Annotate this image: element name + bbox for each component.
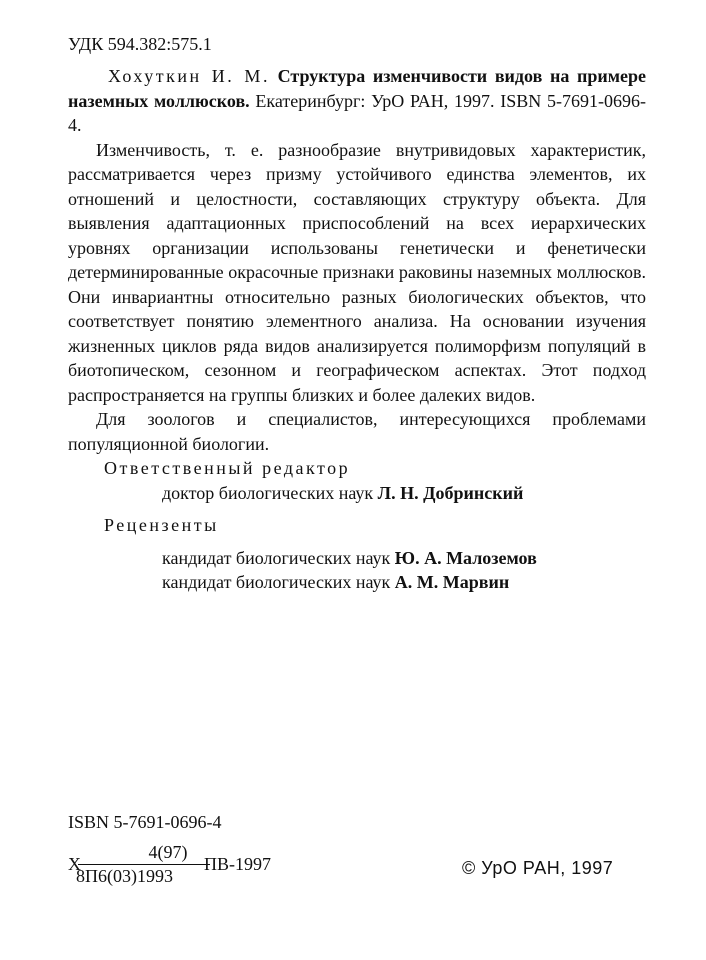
audience-paragraph: Для зоологов и специалистов, интересующихся проблемами популяционной биологии. [68,409,646,454]
classification-prefix: Х [68,854,81,874]
classification-denominator: 8П6(03)1993 [76,866,173,886]
reviewer-name: Ю. А. Малоземов [394,547,537,568]
reviewer-name: А. М. Марвин [394,572,510,592]
book-title: Структура изменчивости видов на примере наземных моллюсков. [68,66,646,111]
reviewer-person [162,546,537,571]
reviewers-role: Рецензенты [104,515,219,535]
editor-role: Ответственный редактор [104,458,351,478]
reviewer-degree: кандидат биологических наук [162,572,391,592]
abstract-block [68,64,646,456]
editor-name: Л. Н. Добринский [377,482,524,503]
editor-person [162,481,537,506]
copyright-notice: © УрО РАН, 1997 [462,858,614,878]
editor-degree: доктор биологических наук [162,482,374,503]
imprint: Екатеринбург: УрО РАН, 1997. ISBN 5-7691-0696-4. [68,90,646,135]
udk-code: УДК 594.382:575.1 [68,34,212,54]
editors-block [104,456,537,595]
reviewer-person [162,570,537,595]
bibliographic-record [68,64,646,138]
classification-suffix: ПВ-1997 [204,854,271,874]
author-name: Хохуткин И. М. [108,66,270,86]
fraction-line [78,864,210,865]
abstract-paragraph: Изменчивость, т. е. разнообразие внутривидовых характеристик, рассматривается через призму устойчивого единства элементов, их отношений и целостности, составляющих структуру объекта. Для выявления адаптационных приспособлений на всех иерархических уровнях организации использованы генетически и фенетически детерминированные окрасочные признаки раковины наземных моллюсков. Они инвариантны относительно разных биологических объектов, что соответствует понятию элементного анализа. На основании изучения жизненных циклов ряда видов анализируется полиморфизм популяций в биотопическом, сезонном и географическом аспектах. Этот подход распространяется на группы близких и более далеких видов. [68,139,646,405]
classification-numerator: 4(97) [148,842,188,862]
reviewer-degree: кандидат биологических наук [162,547,391,568]
isbn-bottom: ISBN 5-7691-0696-4 [68,812,222,832]
